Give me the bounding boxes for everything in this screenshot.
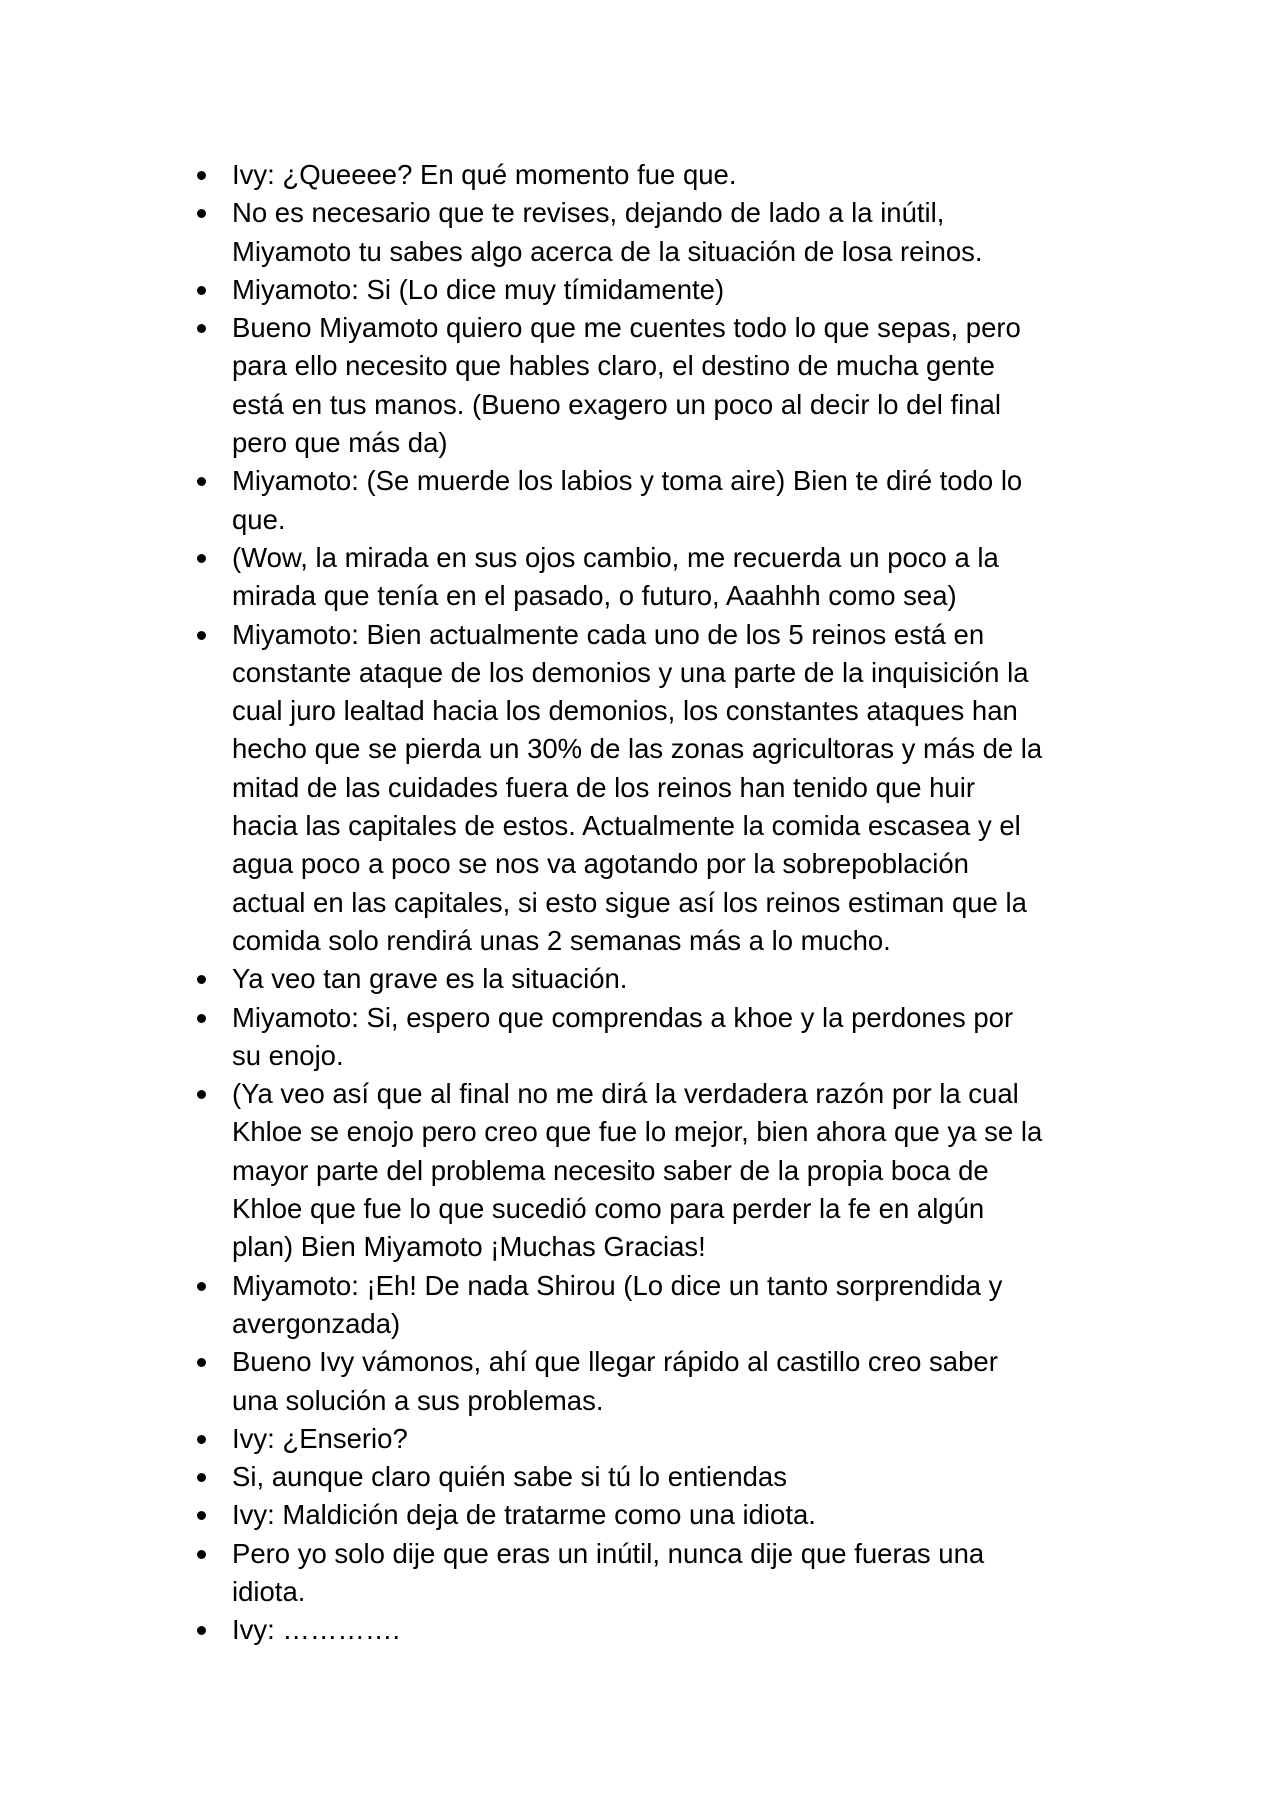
- list-item-text: Miyamoto: ¡Eh! De nada Shirou (Lo dice un tanto sorprendida y avergonzada): [232, 1269, 1003, 1339]
- bullet-icon: [197, 1550, 206, 1559]
- list-item-text: Miyamoto: Bien actualmente cada uno de los 5 reinos está en constante ataque de los demonios y una parte de la inquisición la cual juro lealtad hacia los demonios, los constantes ataques han hecho que se pierda un 30% de las zonas agricultoras y más de la mitad de las cuidades fuera de los reinos han tenido que huir hacia las capitales de estos. Actualmente la comida escasea y el agua poco a poco se nos va agotando por la sobrepoblación actual en las capitales, si esto sigue así los reinos estiman que la comida solo rendirá unas 2 semanas más a lo mucho.: [232, 618, 1043, 956]
- bullet-icon: [197, 1014, 206, 1023]
- list-item-text: Ya veo tan grave es la situación.: [232, 963, 628, 995]
- bullet-icon: [197, 631, 206, 640]
- list-item-text: Ivy: Maldición deja de tratarme como una idiota.: [232, 1499, 816, 1531]
- list-item: [189, 1458, 1129, 1496]
- bullet-icon: [197, 975, 206, 984]
- list-item-text: Miyamoto: Si, espero que comprendas a khoe y la perdones por su enojo.: [232, 1001, 1014, 1071]
- bullet-icon: [197, 1473, 206, 1482]
- list-item: [189, 616, 1129, 961]
- bullet-icon: [197, 477, 206, 486]
- list-item-text: Ivy: ¿Queeee? En qué momento fue que.: [232, 159, 737, 190]
- list-item: [189, 156, 1129, 194]
- list-item: [189, 1535, 1129, 1612]
- list-item-text: Si, aunque claro quién sabe si tú lo entiendas: [232, 1461, 787, 1493]
- bullet-icon: [197, 171, 206, 180]
- list-item-text: (Ya veo así que al final no me dirá la verdadera razón por la cual Khloe se enojo pero creo que fue lo mejor, bien ahora que ya se la mayor parte del problema necesito saber de la propia boca de Khloe que fue lo que sucedió como para perder la fe en algún plan) Bien Miyamoto ¡Muchas Gracias!: [232, 1078, 1043, 1263]
- list-item: [189, 271, 1129, 309]
- bullet-icon: [197, 286, 206, 295]
- list-item-text: (Wow, la mirada en sus ojos cambio, me recuerda un poco a la mirada que tenía en el pasado, o futuro, Aaahhh como sea): [232, 541, 999, 612]
- bullet-icon: [197, 324, 206, 333]
- bullet-icon: [197, 554, 206, 563]
- list-item: [189, 194, 1129, 271]
- list-item-text: Ivy: ¿Enserio?: [232, 1422, 408, 1454]
- list-item: [189, 960, 1129, 998]
- bullet-icon: [197, 1626, 206, 1635]
- list-item: [189, 309, 1129, 462]
- list-item-text: Bueno Ivy vámonos, ahí que llegar rápido al castillo creo saber una solución a sus problemas.: [232, 1346, 998, 1416]
- list-item-text: Ivy: ………….: [232, 1614, 401, 1646]
- list-item: [189, 1267, 1129, 1344]
- list-item-text: No es necesario que te revises, dejando de lado a la inútil, Miyamoto tu sabes algo acerca de la situación de losa reinos.: [232, 197, 983, 267]
- list-item-text: Miyamoto: (Se muerde los labios y toma aire) Bien te diré todo lo que.: [232, 465, 1023, 535]
- list-item: [189, 1420, 1129, 1458]
- list-item-text: Bueno Miyamoto quiero que me cuentes todo lo que sepas, pero para ello necesito que hables claro, el destino de mucha gente está en tus manos. (Bueno exagero un poco al decir lo del final pero que más da): [232, 312, 1021, 459]
- bullet-icon: [197, 1358, 206, 1367]
- bullet-icon: [197, 209, 206, 218]
- bullet-icon: [197, 1511, 206, 1520]
- list-item-text: Miyamoto: Si (Lo dice muy tímidamente): [232, 273, 725, 305]
- list-item-text: Pero yo solo dije que eras un inútil, nunca dije que fueras una idiota.: [232, 1537, 985, 1607]
- bullet-icon: [197, 1435, 206, 1444]
- list-item: [189, 999, 1129, 1076]
- list-item: [189, 1496, 1129, 1534]
- list-item: [189, 539, 1129, 616]
- list-item: [189, 462, 1129, 539]
- bullet-icon: [197, 1090, 206, 1099]
- list-item: [189, 1343, 1129, 1420]
- list-item: [189, 1611, 1129, 1649]
- dialogue-bullet-list: [189, 156, 1129, 1650]
- list-item: [189, 1075, 1129, 1266]
- bullet-icon: [197, 1282, 206, 1291]
